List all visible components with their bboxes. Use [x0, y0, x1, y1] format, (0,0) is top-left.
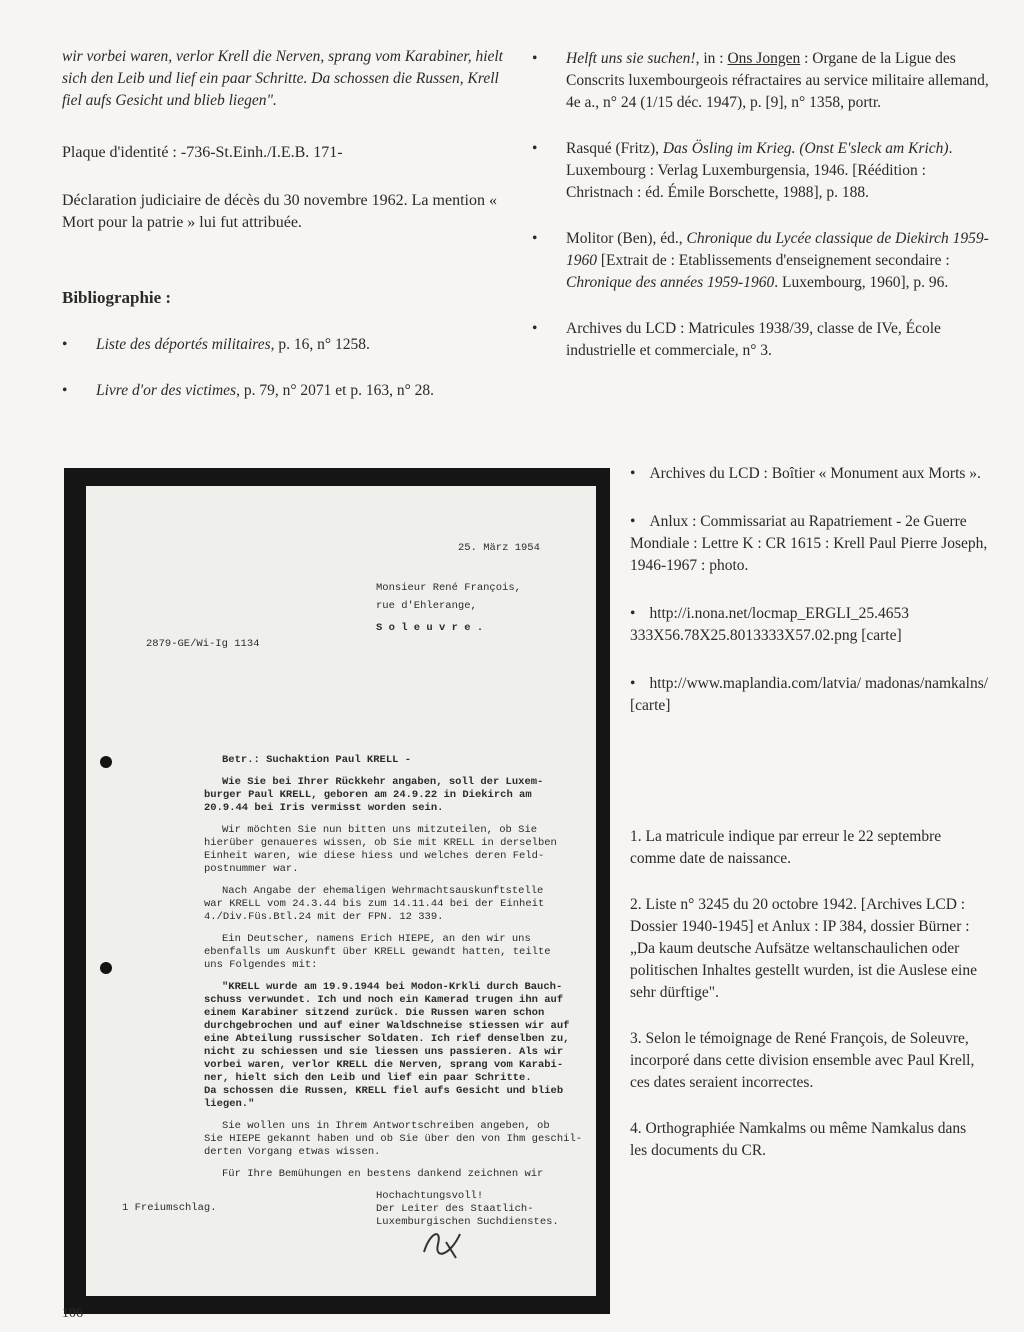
bib-item-detail: , p. 16, n° 1258.	[270, 336, 370, 353]
footnote: 3. Selon le témoignage de René François, de Soleuvre, incorporé dans cette division ensemble avec Paul Krell, ces dates seraient incorrectes.	[630, 1030, 975, 1091]
source-author: Rasqué (Fritz),	[566, 140, 663, 157]
bib-item	[62, 334, 512, 356]
source-text: , in :	[695, 50, 728, 67]
letter-enclosure: 1 Freiumschlag.	[122, 1202, 217, 1214]
source-text: Archives du LCD : Matricules 1938/39, classe de IVe, École industrielle et commerciale, n° 3.	[566, 320, 941, 359]
source-text: . Luxembourg, 1960], p. 96.	[774, 274, 949, 291]
source-item	[532, 318, 992, 362]
source-title: Chronique des années 1959-1960	[566, 274, 775, 291]
letter-line: Da schossen die Russen, KRELL fiel aufs Gesicht und blieb	[204, 1085, 564, 1097]
archive-link[interactable]: http://www.maplandia.com/latvia/ madonas/namkalns/ [carte]	[630, 675, 989, 714]
letter-signer: Luxemburgischen Suchdienstes.	[376, 1216, 559, 1228]
source-title: Das Ösling im Krieg. (Onst E'sleck am Krich)	[662, 140, 949, 157]
letter-line: Sie HIEPE gekannt haben und ob Sie über den von Ihm geschil-	[204, 1133, 583, 1145]
letter-line: Für Ihre Bemühungen en bestens dankend zeichnen wir	[222, 1168, 544, 1180]
archive-item: • http://i.nona.net/locmap_ERGLI_25.4653 333X56.78X25.8013333X57.02.png [carte]	[630, 605, 910, 644]
archive-list	[630, 463, 990, 743]
letter-signer: Der Leiter des Staatlich-	[376, 1203, 534, 1215]
archive-item: • Archives du LCD : Boîtier « Monument aux Morts ».	[630, 465, 981, 482]
source-title: Helft uns sie suchen!	[566, 50, 696, 67]
bib-item	[62, 380, 512, 402]
letter-line: eine Abteilung russischer Soldaten. Ich rief denselben zu,	[204, 1033, 570, 1045]
sources-list	[532, 48, 992, 362]
letter-reference: 2879-GE/Wi-Ig 1134	[146, 638, 260, 650]
letter-paper	[86, 486, 596, 1296]
letter-closing: Hochachtungsvoll!	[376, 1190, 484, 1202]
page-number: 106	[62, 1306, 83, 1321]
letter-line: durchgebrochen und auf einer Waldschneise stiessen wir auf	[204, 1020, 570, 1032]
footnotes	[630, 826, 985, 1186]
bib-item-title: Livre d'or des victimes	[96, 382, 237, 399]
letter-address-line: rue d'Ehlerange,	[376, 600, 477, 612]
bib-item-title: Liste des déportés militaires	[96, 336, 271, 353]
letter-line: ner, hielt sich den Leib und lief ein paar Schritte.	[204, 1072, 532, 1084]
letter-line: uns Folgendes mit:	[204, 959, 318, 971]
letter-subject: Betr.: Suchaktion Paul KRELL -	[222, 754, 412, 766]
letter-line: Einheit waren, wie diese hiess und welches deren Feld-	[204, 850, 545, 862]
archive-item: • Anlux : Commissariat au Rapatriement - 2e Guerre Mondiale : Lettre K : CR 1615 : Krell Paul Pierre Joseph, 1946-1967 : photo.	[630, 513, 988, 574]
letter-line: hierüber genaueres wissen, ob Sie mit KRELL in derselben	[204, 837, 557, 849]
source-text: : Organe de la Ligue des Conscrits luxembourgeois réfractaires au service militaire allemand, 4e a., n° 24 (1/15 déc. 1947), p. [9], n° 1358, portr.	[566, 50, 989, 111]
punch-hole	[100, 756, 112, 768]
letter-line: Ein Deutscher, namens Erich HIEPE, an den wir uns	[222, 933, 531, 945]
letter-line: schuss verwundet. Ich und noch ein Kamerad trugen ihn auf	[204, 994, 564, 1006]
letter-line: ebenfalls um Auskunft über KRELL gewandt hatten, teilte	[204, 946, 551, 958]
archive-item: • http://www.maplandia.com/latvia/ madonas/namkalns/ [carte]	[630, 675, 989, 714]
letter-address-line: Monsieur René François,	[376, 582, 521, 594]
letter-line: einem Karabiner sitzend zurück. Die Russen waren schon	[204, 1007, 545, 1019]
letter-line: burger Paul KRELL, geboren am 24.9.22 in Diekirch am	[204, 789, 532, 801]
letter-line: vorbei waren, verlor KRELL die Nerven, sprang vom Karabi-	[204, 1059, 564, 1071]
letter-date: 25. März 1954	[458, 542, 540, 554]
bibliography-title: Bibliographie :	[62, 288, 172, 307]
letter-line: war KRELL vom 24.3.44 bis zum 14.11.44 bei der Einheit	[204, 898, 545, 910]
footnote: 2. Liste n° 3245 du 20 octobre 1942. [Archives LCD : Dossier 1940-1945] et Anlux : IP 384, dossier Bürner : „Da kaum deutsche Aufsätze weltanschaulichen oder politischen Inhaltes gestellt wurden, ist die Auslese eine sehr dürftige".	[630, 896, 977, 1001]
source-item	[532, 138, 992, 204]
letter-line: 20.9.44 bei Iris vermisst worden sein.	[204, 802, 444, 814]
letter-line: Wir möchten Sie nun bitten uns mitzuteilen, ob Sie	[222, 824, 538, 836]
footnote: 1. La matricule indique par erreur le 22 septembre comme date de naissance.	[630, 828, 942, 867]
letter-line: 4./Div.Füs.Btl.24 mit der FPN. 12 339.	[204, 911, 444, 923]
source-title: Chronique du Lycée classique de Diekirch 1959-1960	[566, 230, 989, 269]
left-column	[62, 40, 512, 426]
archive-link[interactable]: http://i.nona.net/locmap_ERGLI_25.4653 333X56.78X25.8013333X57.02.png [carte]	[630, 605, 910, 644]
archive-text: Archives du LCD : Boîtier « Monument aux Morts ».	[649, 465, 981, 482]
letter-line: nicht zu schiessen und sie liessen uns passieren. Als wir	[204, 1046, 564, 1058]
source-journal: Ons Jongen	[727, 50, 801, 67]
letter-line: derten Vorgang etwas wissen.	[204, 1146, 381, 1158]
punch-hole	[100, 962, 112, 974]
source-text: [Extrait de : Etablissements d'enseignement secondaire :	[597, 252, 950, 269]
letter-line: Sie wollen uns in Ihrem Antwortschreiben angeben, ob	[222, 1120, 550, 1132]
footnote: 4. Orthographiée Namkalms ou même Namkalus dans les documents du CR.	[630, 1120, 967, 1159]
letter-line: Nach Angabe der ehemaligen Wehrmachtsauskunftstelle	[222, 885, 544, 897]
german-quote: wir vorbei waren, verlor Krell die Nerven, sprang vom Karabiner, hielt sich den Leib und lief ein paar Schritte. Da schossen die Russen, Krell fiel aufs Gesicht und blieb liegen".	[62, 48, 503, 109]
source-item	[532, 48, 992, 114]
letter-line: "KRELL wurde am 19.9.1944 bei Modon-Krkli durch Bauch-	[222, 981, 563, 993]
letter-line: postnummer war.	[204, 863, 299, 875]
bibliography-list	[62, 334, 512, 402]
right-column	[532, 42, 992, 386]
source-author: Molitor (Ben), éd.,	[566, 230, 687, 247]
identity-plaque: Plaque d'identité : -736-St.Einh./I.E.B. 171-	[62, 144, 343, 161]
letter-line: Wie Sie bei Ihrer Rückkehr angaben, soll der Luxem-	[222, 776, 544, 788]
archive-text: Anlux : Commissariat au Rapatriement - 2e Guerre Mondiale : Lettre K : CR 1615 : Krell Paul Pierre Joseph, 1946-1967 : photo.	[630, 513, 988, 574]
bib-item-detail: , p. 79, n° 2071 et p. 163, n° 28.	[236, 382, 435, 399]
signature	[416, 1222, 476, 1262]
letter-photo	[64, 468, 610, 1314]
letter-line: liegen."	[204, 1098, 255, 1110]
letter-address-city: S o l e u v r e .	[376, 622, 484, 634]
source-item	[532, 228, 992, 294]
death-declaration: Déclaration judiciaire de décès du 30 novembre 1962. La mention « Mort pour la patrie » lui fut attribuée.	[62, 192, 497, 231]
source-text: . Luxembourg : Verlag Luxemburgensia, 1946. [Réédition : Christnach : éd. Émile Borschette, 1988], p. 188.	[566, 140, 953, 201]
